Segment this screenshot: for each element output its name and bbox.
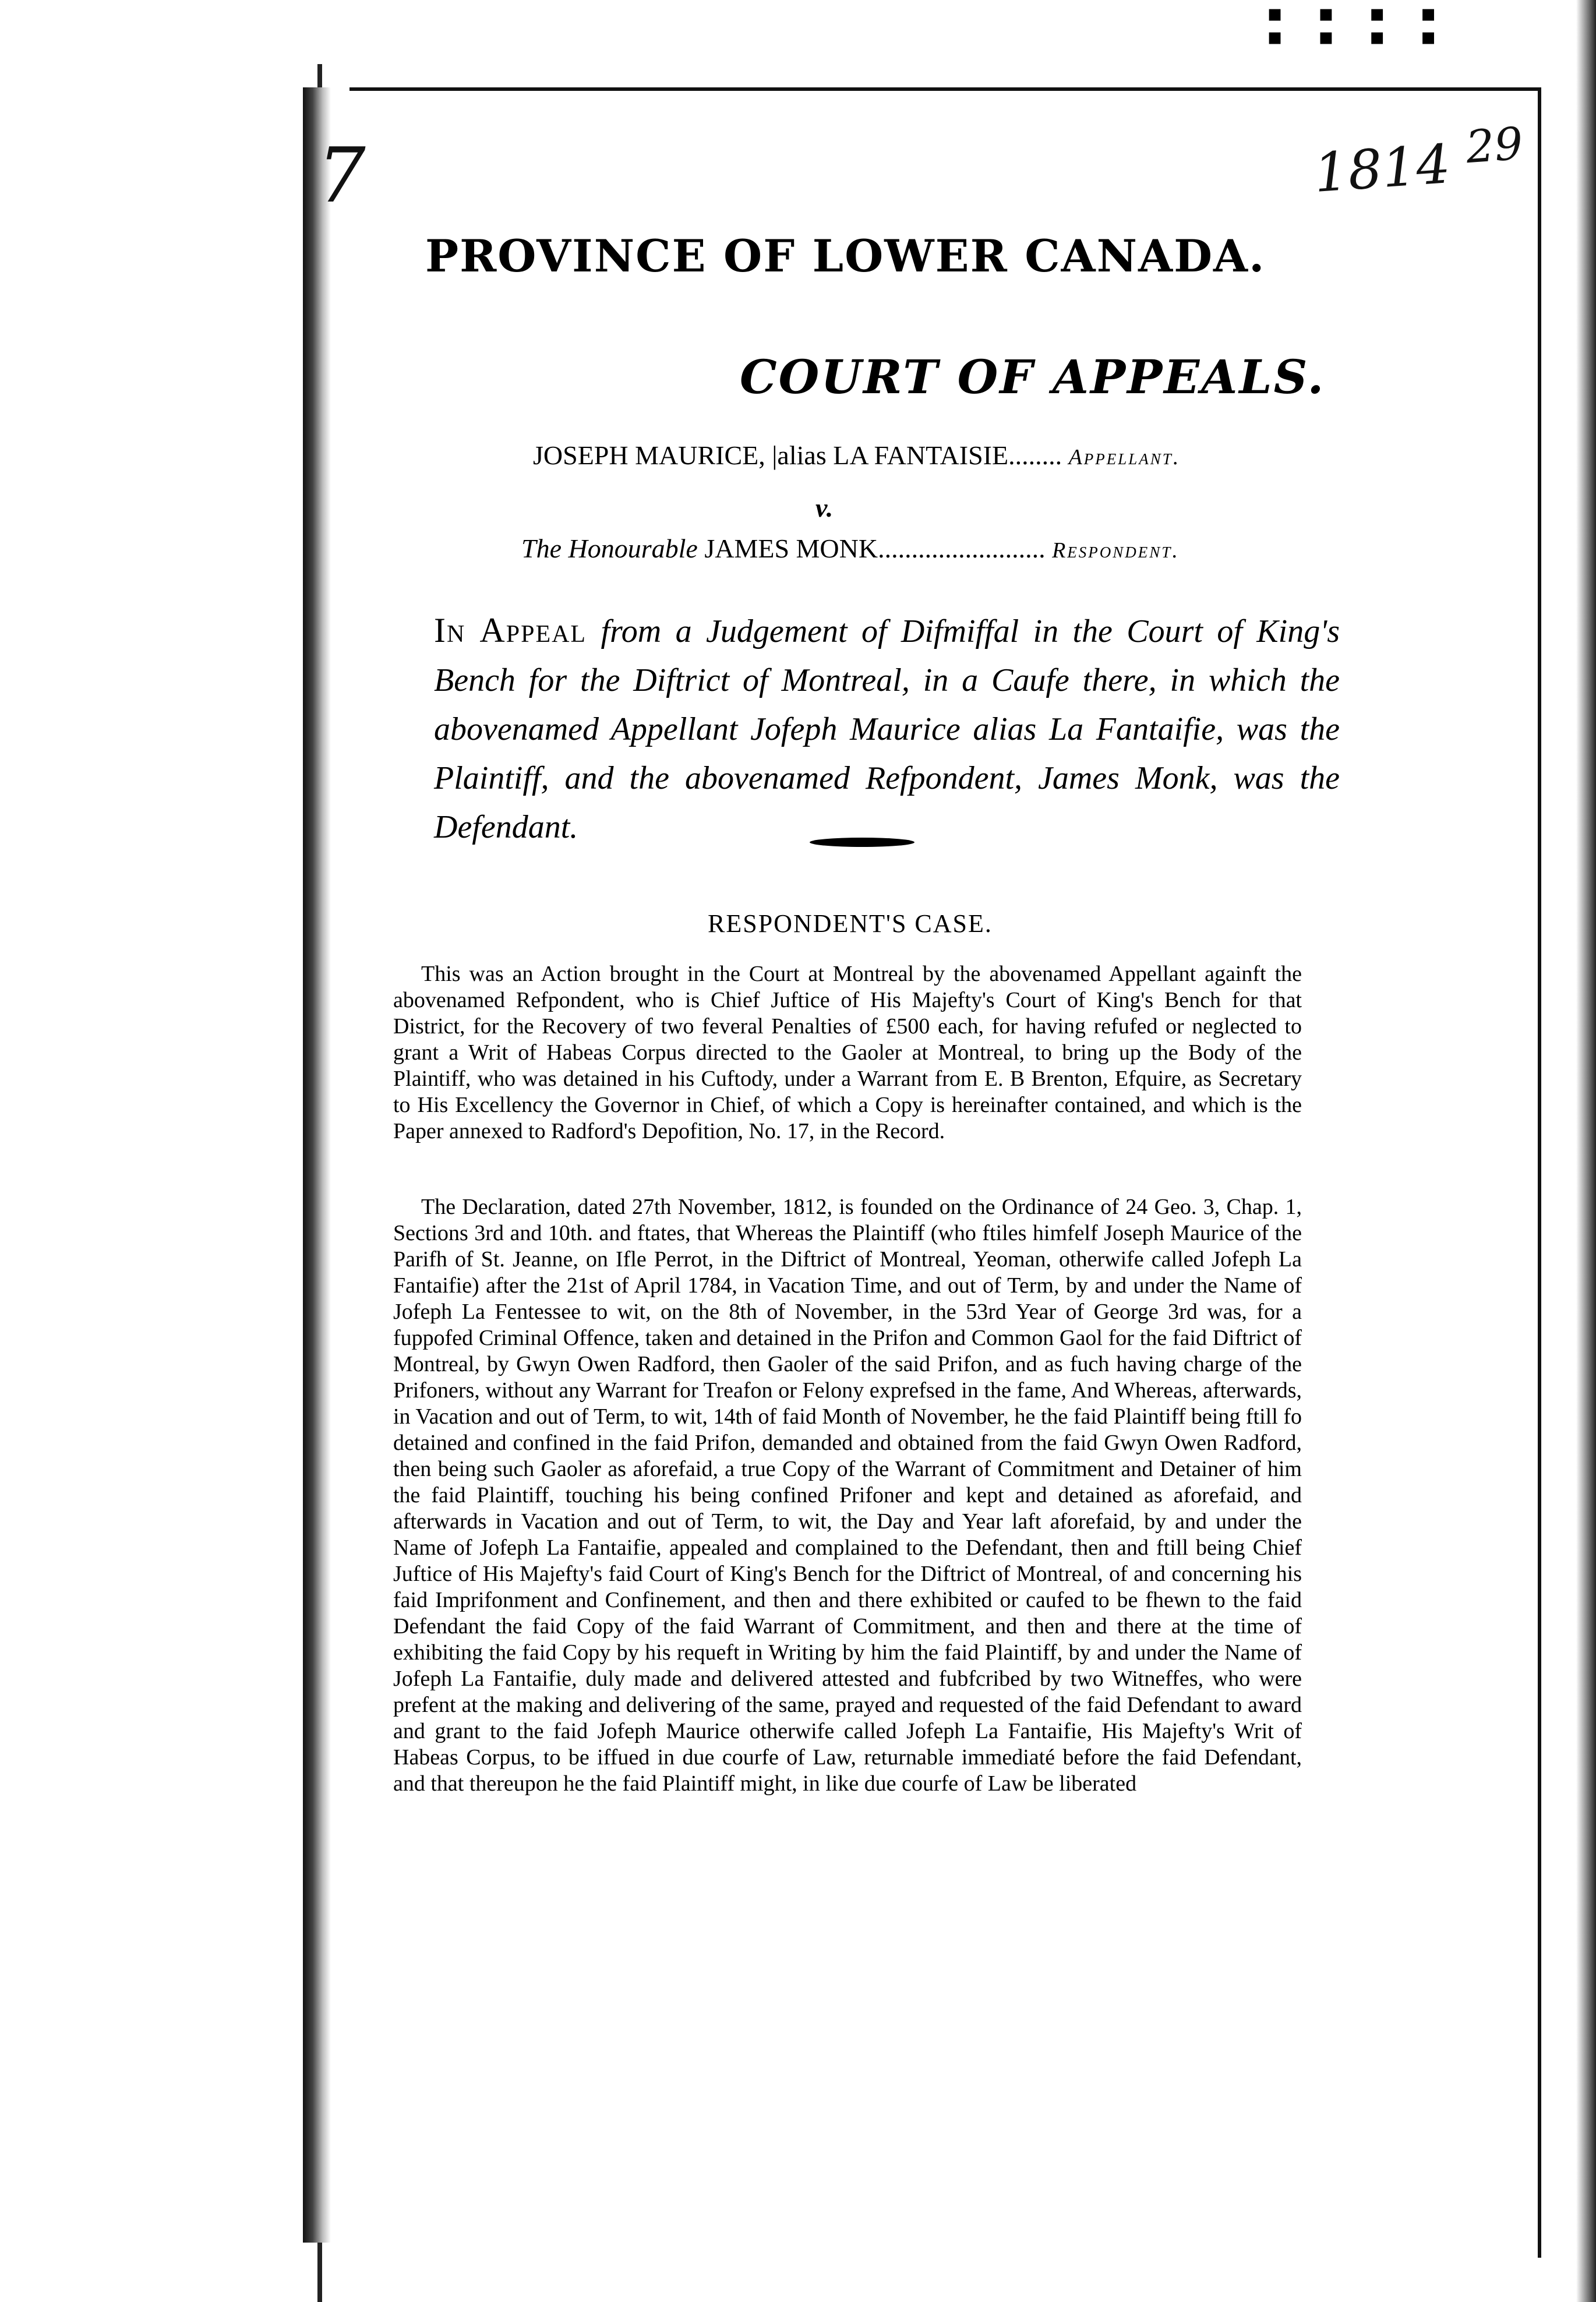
- appeal-text: from a Judgement of Difmiffal in the Court of King's Bench for the Diftrict of Montreal, in a Caufe there, in which the abovenamed Appellant Jofeph Maurice alias La Fantaifie, was the Plaintiff, and the abovenamed Refpondent, James Monk, was the Defendant.: [434, 613, 1340, 845]
- facing-blank-page: [0, 64, 322, 2302]
- respondent-prefix: The Honourable: [521, 534, 698, 563]
- registration-marks: ▪ ▪ ▪ ▪: [1267, 0, 1450, 27]
- case-paragraph-1: This was an Action brought in the Court at Montreal by the abovenamed Appellant againft the abovenamed Refpondent, who is Chief Juftice of His Majefty's Court of King's Bench for that District, for the Recovery of two feveral Penalties of £500 each, for having refufed or neglected to grant a Writ of Habeas Corpus directed to the Gaoler at Montreal, to bring up the Body of the Plaintiff, who was detained in his Cuftody, under a Warrant from E. B Brenton, Efquire, as Secretary to His Excellency the Governor in Chief, of which a Copy is hereinafter contained, and which is the Paper annexed to Radford's Depofition, No. 17, in the Record.: [393, 962, 1302, 1143]
- appeal-statement: [434, 606, 1340, 852]
- appellant-line: [533, 440, 1180, 471]
- versus: v.: [815, 493, 834, 522]
- respondent-role: Respondent.: [1052, 538, 1180, 563]
- page-edge-shadow: [1576, 0, 1596, 2302]
- respondent-line: [521, 533, 1180, 564]
- handwritten-folio: [1311, 118, 1526, 205]
- appeal-lead: In Appeal: [434, 611, 587, 649]
- margin-mark: 7: [317, 131, 366, 220]
- appellant-name: JOSEPH MAURICE, |alias LA FANTAISIE........: [533, 440, 1062, 470]
- case-paragraph-2: The Declaration, dated 27th November, 1812, is founded on the Ordinance of 24 Geo. 3, Chap. 1, Sections 3rd and 10th. and ftates, that Whereas the Plaintiff (who ftiles himfelf Joseph Maurice of the Parifh of St. Jeanne, on Ifle Perrot, in the Diftrict of Montreal, Yeoman, otherwife called Jofeph La Fantaifie) after the 21st of April 1784, in Vacation Time, and out of Term, by and under the Name of Jofeph La Fentessee to wit, on the 8th of November, in the 53rd Year of George 3rd was, for a fuppofed Criminal Offence, taken and detained in the Prifon and Common Gaol for the faid Diftrict of Montreal, by Gwyn Owen Radford, then Gaoler of the said Prifon, and as fuch having charge of the Prifoners, without any Warrant for Treafon or Felony exprefsed in the fame, And Whereas, afterwards, in Vacation and out of Term, to wit, 14th of faid Month of November, he the faid Plaintiff being ftill fo detained and confined in the faid Prifon, demanded and obtained from the faid Gwyn Owen Radford, then being such Gaoler as aforefaid, a true Copy of the Warrant of Commitment and Detainer of him the faid Plaintiff, touching his being confined Prifoner and kept and detained as aforefaid, and afterwards in Vacation and out of Term, to wit, the Day and Year laft aforefaid, by and under the Name of Jofeph La Fantaifie, appealed and complained to the Defendant, then and ftill being Chief Juftice of His Majefty's faid Court of King's Bench for the Diftrict of Montreal, of and concerning his faid Imprifonment and Confinement, and then and there exhibited or caufed to be fhewn to the faid Defendant the faid Copy of the faid Warrant of Commitment, and then and there at the time of exhibiting the faid Copy by his requeft in Writing by him the faid Plaintiff, by and under the Name of Jofeph La Fantaifie, duly made and delivered attested and fubfcribed by two Witneffes, who were prefent at the making and delivering of the same, prayed and requested of the faid Defendant to award and grant to the faid Jofeph Maurice otherwife called Jofeph La Fantaifie, His Majefty's Writ of Habeas Corpus, to be iffued in due courfe of Law, returnable immediaté before the faid Defendant, and that thereupon he the faid Plaintiff might, in like due courfe of Law be liberated: [393, 1195, 1302, 1796]
- document-title: PROVINCE OF LOWER CANADA.: [425, 230, 1266, 282]
- ornamental-rule: [810, 838, 914, 847]
- appellant-role: Appellant.: [1068, 445, 1181, 469]
- binding-gutter: [303, 87, 331, 2243]
- case-heading: RESPONDENT'S CASE.: [708, 909, 993, 938]
- document-page: [349, 87, 1541, 2258]
- court-name: COURT OF APPEALS.: [740, 349, 1326, 404]
- respondent-name: JAMES MONK.........................: [704, 534, 1046, 563]
- year-note: 1814: [1312, 133, 1453, 205]
- registration-marks-lower: ▪ ▪ ▪ ▪: [1267, 23, 1450, 50]
- page-number: 29: [1464, 118, 1525, 174]
